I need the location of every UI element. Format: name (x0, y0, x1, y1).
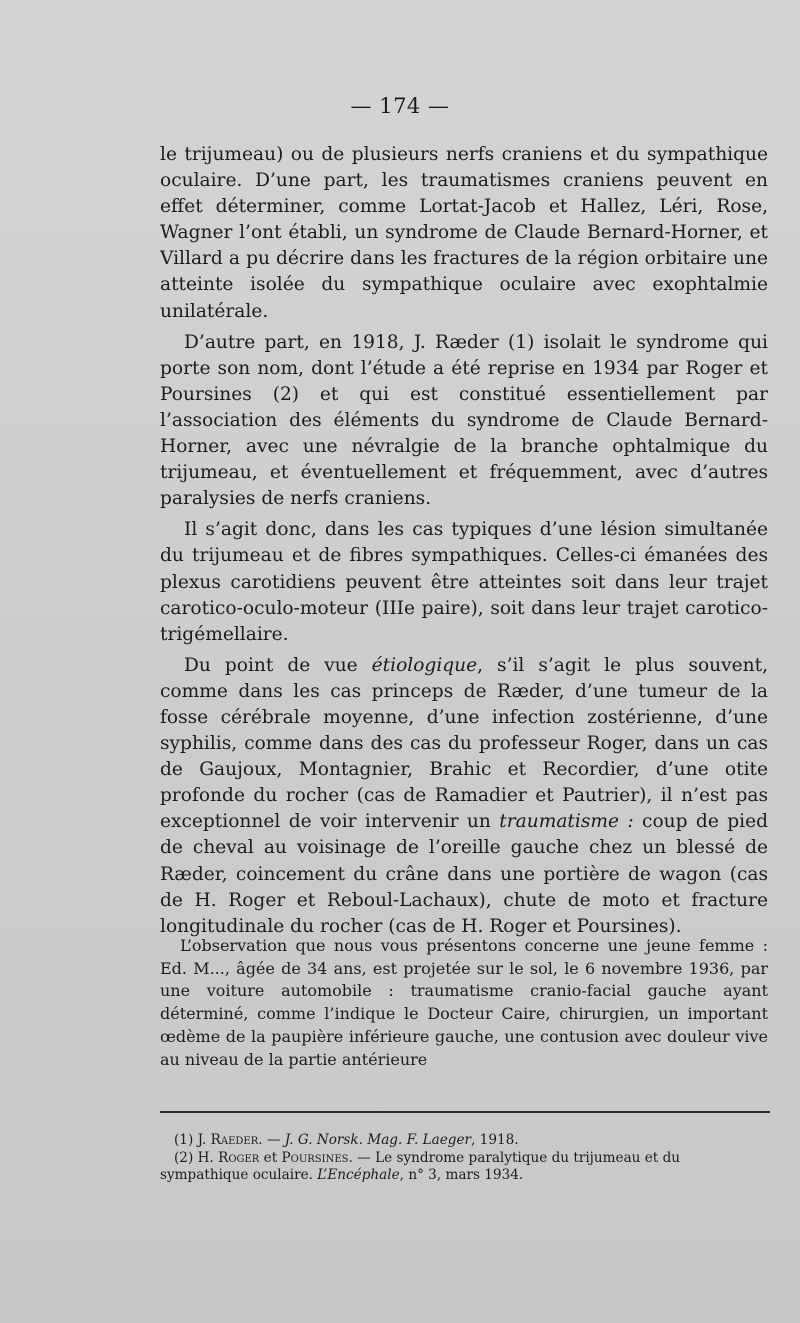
paragraph-3: Il s’agit donc, dans les cas typiques d’une lésion simultanée du trijumeau et de fibres sympathiques. Celles-ci émanées des plexus carotidiens peuvent être atteintes soit dans leur trajet carotico-oculo-moteur (IIIe paire), soit dans leur trajet carotico-trigémellaire. (160, 519, 768, 645)
footnote-2-title: . — Le syndrome paralytique du trijumeau et du sympathique oculaire. (160, 1149, 681, 1183)
observation-section (160, 935, 768, 1071)
footnote-2-journal: L’Encéphale (317, 1167, 400, 1183)
paragraph-4 (160, 653, 768, 940)
footnote-2-date: , n° 3, mars 1934. (399, 1167, 524, 1183)
paragraph-1: le trijumeau) ou de plusieurs nerfs craniens et du sympathique oculaire. D’une part, les traumatismes craniens peuvent en effet déterminer, comme Lortat-Jacob et Hallez, Léri, Rose, Wagner l’ont établi, un syndrome de Claude Bernard-Horner, et Villard a pu décrire dans les fractures de la région orbitaire une atteinte isolée du sympathique oculaire avec exophtalmie unilatérale. (160, 144, 768, 322)
footnote-1-separator: . — (258, 1132, 285, 1148)
footnote-2-marker: (2) H. (174, 1149, 219, 1166)
footnote-1-author: Raeder (210, 1132, 259, 1148)
footnotes (160, 1132, 770, 1185)
footnote-2-conjunction: et (259, 1149, 282, 1166)
paragraph-4-lead: Du point de vue (184, 654, 372, 676)
footnote-2 (160, 1150, 770, 1185)
etiology-term: étiologique (371, 654, 478, 676)
footnote-1 (160, 1132, 770, 1150)
paragraph-4-end: coup de pied de cheval au voisinage de l’oreille gauche chez un blessé de Ræder, coincement du crâne dans une portière de wagon (cas de H. Roger et Reboul-Lachaux), chute de moto et fracture longitudinale du rocher (cas de H. Roger et Poursines). (160, 811, 768, 937)
footnote-1-date: , 1918. (471, 1132, 519, 1148)
main-text (160, 142, 768, 945)
trauma-term: traumatisme : (499, 811, 634, 833)
paragraph-2: D’autre part, en 1918, J. Ræder (1) isolait le syndrome qui porte son nom, dont l’étude a été reprise en 1934 par Roger et Poursines (2) et qui est constitué essentiellement par l’association des éléments du syndrome de Claude Bernard-Horner, avec une névralgie de la branche ophtalmique du trijumeau, et éventuellement et fréquemment, avec d’autres paralysies de nerfs craniens. (160, 331, 768, 510)
footnote-1-journal: J. G. Norsk. Mag. F. Laeger (284, 1132, 472, 1148)
paragraph-4-middle: , s’il s’agit le plus souvent, comme dans les cas princeps de Ræder, d’une tumeur de la fosse cérébrale moyenne, d’une infection zostérienne, d’une syphilis, comme dans des cas du professeur Roger, dans un cas de Gaujoux, Montagnier, Brahic et Recordier, d’une otite profonde du rocher (cas de Ramadier et Pautrier), il n’est pas exceptionnel de voir intervenir un (160, 654, 769, 833)
footnote-2-author-1: Roger (218, 1149, 260, 1166)
footnote-1-marker: (1) J. (174, 1132, 211, 1148)
footnote-2-author-2: Poursines (281, 1149, 349, 1166)
footnote-divider (160, 1111, 770, 1113)
page-number: — 174 — (350, 94, 450, 118)
observation-paragraph: L’observation que nous vous présentons concerne une jeune femme : Ed. M..., âgée de 34 ans, est projetée sur le sol, le 6 novembre 1936, par une voiture automobile : traumatisme cranio-facial gauche ayant déterminé, comme l’indique le Docteur Caire, chirurgien, un important œdème de la paupière inférieure gauche, une contusion avec douleur vive au niveau de la partie antérieure (160, 936, 768, 1069)
